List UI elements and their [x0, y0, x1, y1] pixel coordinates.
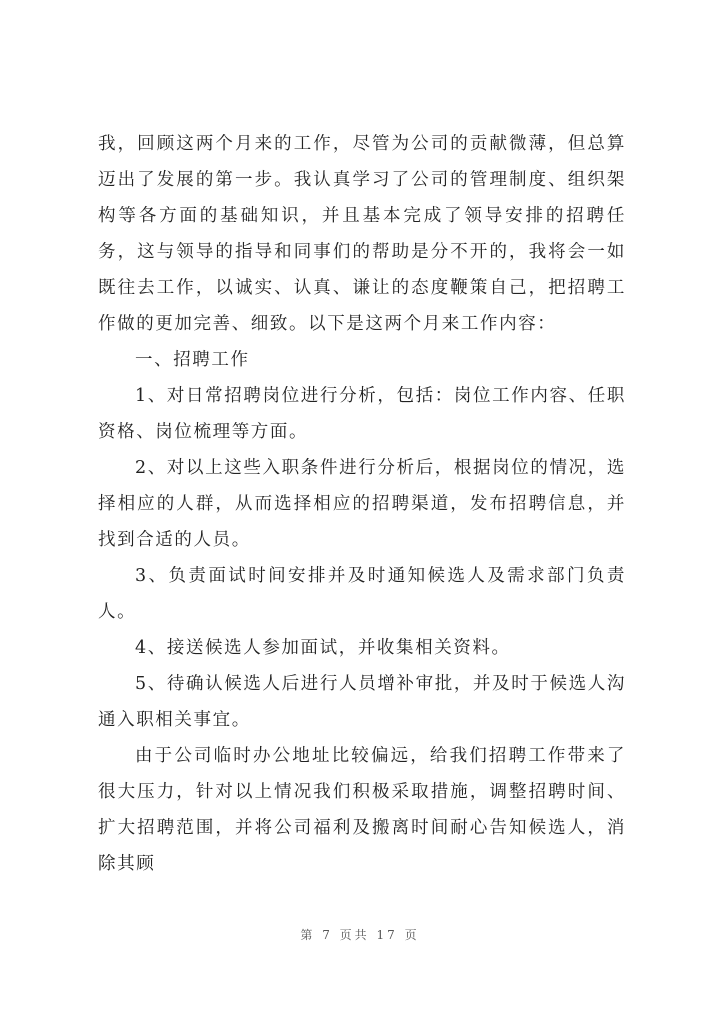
- list-item-5: 5、待确认候选人后进行人员增补审批，并及时于候选人沟通入职相关事宜。: [98, 674, 626, 730]
- document-body: [98, 126, 626, 882]
- paragraph-intro: 我，回顾这两个月来的工作，尽管为公司的贡献微薄，但总算迈出了发展的第一步。我认真学习了公司的管理制度、组织架构等各方面的基础知识，并且基本完成了领导安排的招聘任务，这与领导的指导和同事们的帮助是分不开的，我将会一如既往去工作，以诚实、认真、谦让的态度鞭策自己，把招聘工作做的更加完善、细致。以下是这两个月来工作内容：: [98, 134, 626, 334]
- paragraph-pressure: 由于公司临时办公地址比较偏远，给我们招聘工作带来了很大压力，针对以上情况我们积极采取措施，调整招聘时间、扩大招聘范围，并将公司福利及搬离时间耐心告知候选人，消除其顾: [98, 746, 626, 874]
- list-item-4: 4、接送候选人参加面试，并收集相关资料。: [135, 638, 511, 658]
- section-heading-recruitment: 一、招聘工作: [135, 350, 250, 370]
- list-item-1: 1、对日常招聘岗位进行分析，包括：岗位工作内容、任职资格、岗位梳理等方面。: [98, 386, 626, 442]
- page-number-footer: 第 7 页共 17 页: [300, 928, 420, 942]
- list-item-2: 2、对以上这些入职条件进行分析后，根据岗位的情况，选择相应的人群，从而选择相应的招聘渠道，发布招聘信息，并找到合适的人员。: [98, 458, 626, 550]
- list-item-3: 3、负责面试时间安排并及时通知候选人及需求部门负责人。: [98, 566, 626, 622]
